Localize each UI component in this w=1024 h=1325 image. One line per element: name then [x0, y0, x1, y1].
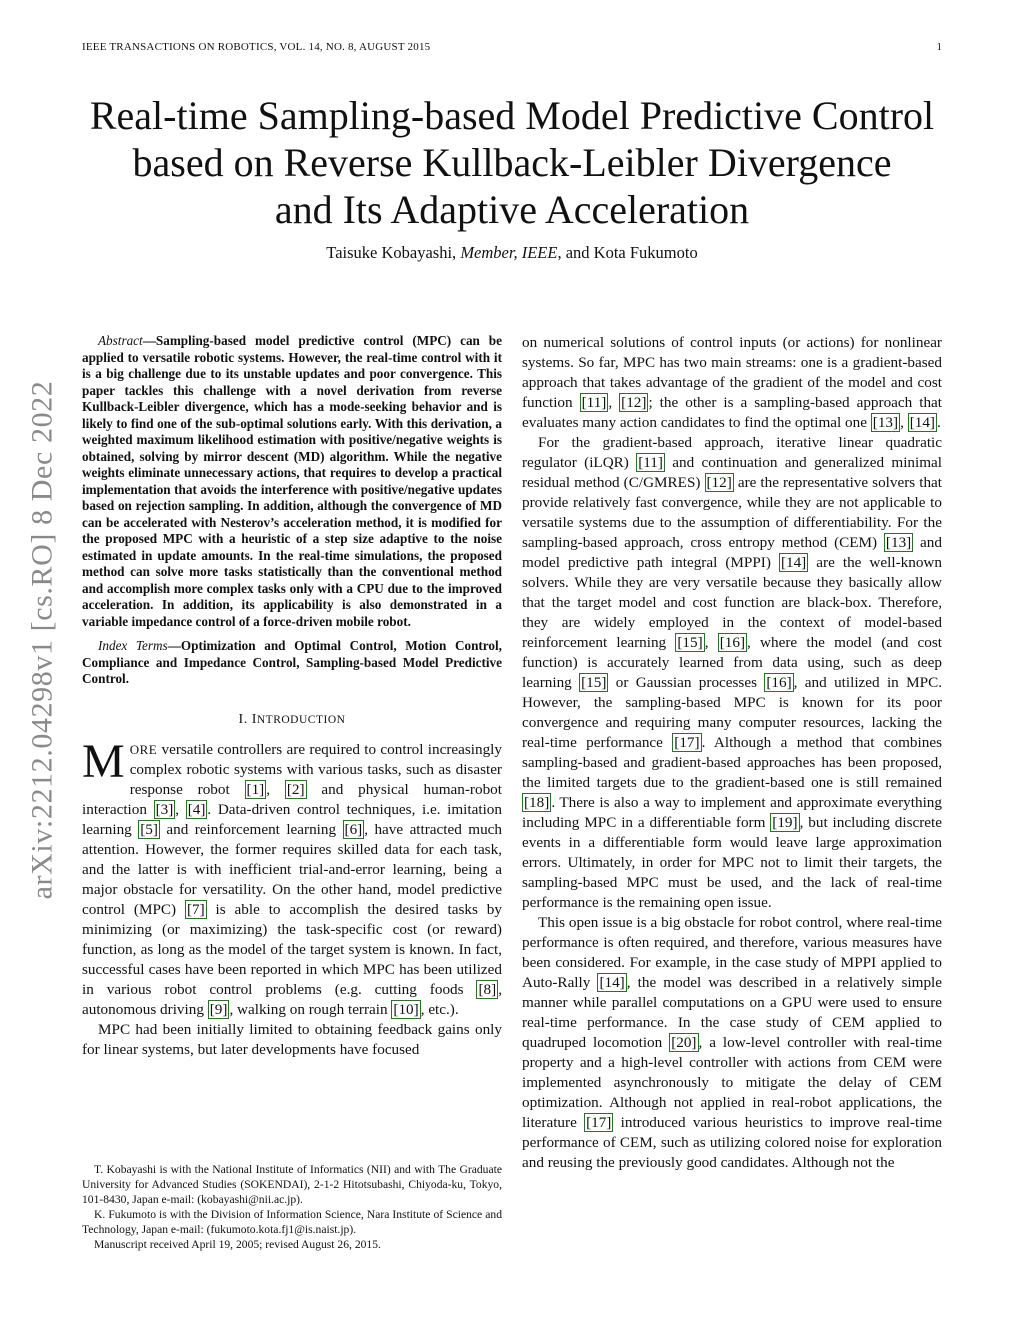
- citation-link[interactable]: [5]: [140, 820, 158, 838]
- abstract-label: Abstract: [98, 333, 143, 348]
- text-run: , walking on rough terrain: [229, 1000, 392, 1018]
- text-run: introduced various heuristics to improve real-time performance of CEM, such as utilizing colored noise for exploration and reusing the previously good candidates. Although not the: [522, 1114, 942, 1171]
- citation-link[interactable]: [8]: [478, 980, 497, 998]
- citation-link[interactable]: [20]: [671, 1034, 697, 1051]
- text-run: is able to accomplish the desired tasks by minimizing (or maximizing) the task-specific cost (or reward) function, as long as the model of the target system is known. In fact, successful cases have been reported in which MPC has been utilized in various robot control problems (e.g. cutting foods: [82, 900, 502, 998]
- arxiv-stamp[interactable]: arXiv:2212.04298v1 [cs.RO] 8 Dec 2022: [25, 380, 59, 900]
- citation-link[interactable]: [6]: [344, 820, 363, 838]
- right-column: [522, 333, 942, 1173]
- page-number: 1: [936, 41, 942, 53]
- authors-membership: Member, IEEE: [460, 243, 558, 262]
- abstract-text: —Sampling-based model predictive control (MPC) can be applied to versatile robotic systems. However, the real-time control with it is a big challenge due to its unstable updates and poor convergence. This paper tackles this challenge with a novel derivation from reverse Kullback-Leibler divergence, which has a mode-seeking behavior and is likely to find one of the sub-optimal solutions early. With this derivation, a weighted maximum likelihood estimation with positive/negative weights is obtained, solving by mirror descent (MD) algorithm. While the negative weights eliminate unnecessary actions, that requires to develop a practical implementation that avoids the interference with positive/negative updates based on rejection sampling. In addition, although the convergence of MD can be accelerated with Nesterov’s acceleration method, it is modified for the proposed MPC with a heuristic of a step size adaptive to the noise estimated in update amounts. In the real-time simulations, the proposed method can solve more tasks statistically than the conventional method and accomplish more complex tasks only with a CPU due to the improved acceleration. In addition, its applicability is also demonstrated in a variable impedance control of a force-driven mobile robot.: [82, 333, 502, 629]
- text-run: or Gaussian processes: [608, 674, 765, 691]
- drop-cap: M: [82, 734, 125, 788]
- left-column: [82, 333, 502, 1060]
- citation-link[interactable]: [15]: [581, 674, 607, 691]
- citation-link[interactable]: [1]: [246, 780, 265, 798]
- paper-title: [60, 92, 964, 233]
- right-paragraph-1: [522, 333, 942, 433]
- text-run: , autonomous driving: [82, 980, 502, 1018]
- text-run: ; the other is a sampling-based approach that evaluates many action candidates to find the optimal one: [522, 394, 942, 431]
- section-heading-introduction: I. INTRODUCTION: [238, 711, 346, 727]
- title-line-1: Real-time Sampling-based Model Predictive Control: [89, 93, 935, 138]
- citation-link[interactable]: [3]: [155, 800, 174, 818]
- footnote-manuscript: Manuscript received April 19, 2005; revised August 26, 2015.: [94, 1238, 381, 1251]
- text-run: on numerical solutions of control inputs (or actions) for nonlinear systems. So far, MPC has two main streams: one is a gradient-based approach that takes advantage of the gradient of the model and cost function: [522, 334, 942, 411]
- index-terms-text: —Optimization and Optimal Control, Motion Control, Compliance and Impedance Control, Sampling-based Model Predictive Control.: [82, 638, 502, 686]
- title-line-3: and Its Adaptive Acceleration: [274, 187, 750, 232]
- text-run: versatile controllers are required to control increasingly complex robotic systems with various tasks, such as disaster response robot: [129, 740, 502, 798]
- text-run: ,: [704, 634, 718, 651]
- citation-link[interactable]: [12]: [621, 394, 647, 411]
- citation-link[interactable]: [10]: [393, 1000, 419, 1018]
- author-line: [60, 243, 964, 263]
- footnote-fukumoto: K. Fukumoto is with the Division of Information Science, Nara Institute of Science and Technology, Japan e-mail: (fukumoto.kota.fj1@is.naist.jp).: [82, 1208, 502, 1236]
- intro-paragraph-1: [82, 734, 503, 1020]
- authors-suffix: , and Kota Fukumoto: [557, 243, 698, 262]
- text-run: and continuation and generalized minimal residual method (C/GMRES): [522, 454, 942, 491]
- citation-link[interactable]: [16]: [719, 634, 746, 651]
- text-run: and physical human-robot interaction: [82, 780, 502, 818]
- citation-link[interactable]: [19]: [772, 814, 798, 831]
- text-run: . Data-driven control techniques, i.e. imitation learning: [82, 800, 502, 838]
- text-run: This open issue is a big obstacle for robot control, where real-time performance is often required, and therefore, various measures have been considered. For example, in the case study of MPPI applied to Auto-Rally: [522, 914, 942, 991]
- intro-p1-content: [82, 734, 503, 1019]
- citation-link[interactable]: [14]: [599, 974, 625, 991]
- text-run: ,: [900, 414, 908, 431]
- citation-link[interactable]: [7]: [186, 900, 205, 918]
- text-run: . There is also a way to implement and approximate everything including MPC in a differentiable form: [522, 794, 942, 831]
- text-run: and reinforcement learning: [159, 820, 343, 838]
- citation-link[interactable]: [13]: [885, 534, 912, 551]
- arxiv-stamp-container: [22, 350, 62, 930]
- text-run: ,: [608, 394, 620, 411]
- abstract: [82, 333, 502, 630]
- text-run: .: [937, 414, 941, 431]
- citation-link[interactable]: [16]: [766, 674, 792, 691]
- citation-link[interactable]: [2]: [286, 780, 305, 798]
- citation-link[interactable]: [11]: [638, 454, 663, 471]
- text-run: ,: [175, 800, 186, 818]
- text-run: , where the model (and cost function) is accurately learned from data using, such as deep learning: [522, 634, 942, 691]
- text-run: , but including discrete events in a differentiable form would leave large approximation errors. Ultimately, in order for MPC not to limit their targets, the sampling-based MPC must be used, and the lack of real-time performance is the remaining open issue.: [522, 814, 943, 911]
- right-paragraph-3: [522, 913, 942, 1173]
- lead-word: ORE: [129, 741, 158, 757]
- text-run: , and utilized in MPC. However, the sampling-based MPC is known for its poor convergence and requiring many computer resources, lacking the real-time performance: [522, 674, 943, 751]
- intro-paragraph-2: MPC had been initially limited to obtaining feedback gains only for linear systems, but later developments have focused: [82, 1020, 502, 1058]
- footnotes: [82, 1162, 502, 1252]
- text-run: . Although a method that combines sampling-based and gradient-based approaches has been proposed, the limited targets due to the gradient-based one is still remained: [522, 734, 942, 791]
- authors-prefix: Taisuke Kobayashi,: [326, 243, 461, 262]
- citation-link[interactable]: [4]: [187, 800, 206, 818]
- citation-link[interactable]: [12]: [706, 474, 732, 491]
- text-run: , the model was described in a relatively simple manner while parallel computations on a GPU were used to ensure real-time performance. In the case study of CEM applied to quadruped locomotion: [522, 974, 942, 1051]
- text-run: ,: [266, 780, 285, 798]
- citation-link[interactable]: [13]: [872, 414, 899, 431]
- citation-link[interactable]: [17]: [674, 734, 700, 751]
- text-run: and model predictive path integral (MPPI): [522, 534, 942, 571]
- text-run: For the gradient-based approach, iterative linear quadratic regulator (iLQR): [522, 434, 942, 471]
- text-run: are the well-known solvers. While they are very versatile because they basically allow that the target model and cost function are black-box. Therefore, they are widely employed in the context of model-based reinforcement learning: [522, 554, 942, 651]
- footnote-kobayashi: T. Kobayashi is with the National Institute of Informatics (NII) and with The Graduate University for Advanced Studies (SOKENDAI), 2-1-2 Hitotsubashi, Chiyoda-ku, Tokyo, 101-8430, Japan e-mail: (kobayashi@nii.ac.jp).: [82, 1163, 502, 1206]
- citation-link[interactable]: [9]: [209, 1000, 228, 1018]
- citation-link[interactable]: [18]: [524, 794, 550, 811]
- citation-link[interactable]: [17]: [586, 1114, 612, 1131]
- text-run: , have attracted much attention. However, the former requires skilled data for each task, and the latter is with inefficient trial-and-error learning, being a major obstacle for versatility. On the other hand, model predictive control (MPC): [82, 820, 503, 918]
- index-terms: [82, 638, 502, 688]
- title-line-2: based on Reverse Kullback-Leibler Divergence: [132, 140, 892, 185]
- text-run: , etc.).: [420, 1000, 459, 1018]
- text-run: , a low-level controller with real-time property and a high-level controller with actions from CEM were implemented asynchronously to mitigate the delay of CEM optimization. Although not applied in real-robot applications, the literature: [522, 1034, 942, 1131]
- citation-link[interactable]: [14]: [909, 414, 935, 431]
- text-run: are the representative solvers that provide relatively fast convergence, while they are not applicable to versatile systems due to the assumption of differentiability. For the sampling-based approach, cross entropy method (CEM): [522, 474, 942, 551]
- right-paragraph-2: [522, 433, 942, 913]
- citation-link[interactable]: [15]: [677, 634, 703, 651]
- citation-link[interactable]: [11]: [581, 394, 607, 411]
- running-header: IEEE TRANSACTIONS ON ROBOTICS, VOL. 14, NO. 8, AUGUST 2015: [82, 41, 431, 53]
- index-terms-label: Index Terms: [98, 638, 168, 653]
- citation-link[interactable]: [14]: [780, 554, 807, 571]
